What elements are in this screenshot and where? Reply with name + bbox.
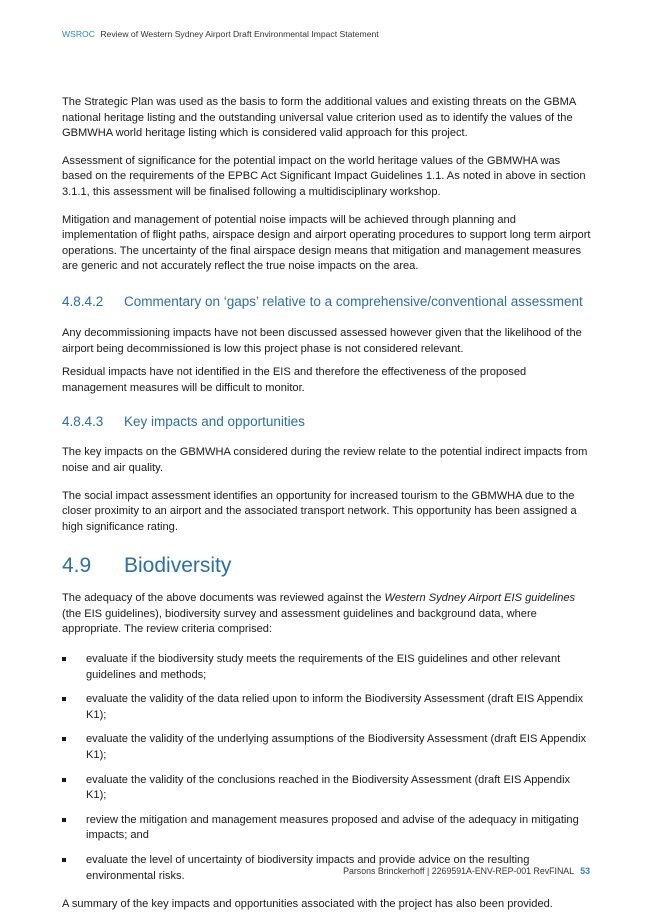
review-criteria-list [62,652,592,884]
list-item [62,692,592,723]
heading-4842-title: Commentary on ‘gaps’ relative to a comprehensive/conventional assessment [124,293,583,309]
heading-4843-title: Key impacts and opportunities [124,414,305,430]
intro-paragraph-2: Assessment of significance for the potential impact on the world heritage values of the GBMWHA was based on the requirements of the EPBC Act Significant Impact Guidelines 1.1. As noted in above in section 3.1.1, this assessment will be finalised following a multidisciplinary workshop. [62,154,586,198]
list-item-text: evaluate the validity of the conclusions reached in the Biodiversity Assessment (draft EIS Appendix K1); [86,773,571,802]
page-footer [343,866,590,876]
section-4842-paragraph-1: Any decommissioning impacts have not been discussed assessed however given that the likelihood of the airport being decommissioned is low this project phase is not considered relevant. [62,326,582,355]
heading-4843 [62,413,592,431]
intro-paragraph-1: The Strategic Plan was used as the basis to form the additional values and existing threats on the GBMA national heritage listing and the outstanding universal value criterion used as to identify the values of the GBMWHA world heritage listing which is considered valid approach for this project. [62,96,576,140]
document-body [62,95,592,913]
header-title: Review of Western Sydney Airport Draft Environmental Impact Statement [100,29,379,39]
heading-4842-number: 4.8.4.2 [62,293,104,309]
heading-4843-number: 4.8.4.3 [62,414,104,430]
list-item [62,813,592,844]
list-item [62,773,592,804]
section-4842-paragraph-2: Residual impacts have not identified in the EIS and therefore the effectiveness of the proposed management measures will be difficult to monitor. [62,366,527,394]
list-item-text: evaluate the validity of the underlying assumptions of the Biodiversity Assessment (draft EIS Appendix K1); [86,733,587,762]
footer-reference: Parsons Brinckerhoff | 2269591A-ENV-REP-001 RevFINAL [343,866,574,876]
header-org: WSROC [62,29,95,39]
heading-49 [62,553,592,579]
page-number: 53 [580,866,590,876]
list-item [62,652,592,683]
list-item-text: review the mitigation and management measures proposed and advise of the adequacy in mitigating impacts; and [86,813,579,842]
bullet-icon [62,657,66,661]
list-item [62,732,592,763]
intro-paragraph-3: Mitigation and management of potential noise impacts will be achieved through planning and implementation of flight paths, airspace design and airport operating procedures to support long term airport operations. The uncertainty of the final airspace design means that mitigation and management measures are generic and not accurately reflect the true noise impacts on the area. [62,213,591,273]
bullet-icon [62,858,66,862]
heading-49-title: Biodiversity [124,554,232,578]
biodiversity-intro-after: (the EIS guidelines), biodiversity survey and assessment guidelines and background data, where appropriate. The review criteria comprised: [62,607,537,636]
biodiversity-intro-paragraph [62,591,592,638]
section-4843-paragraph-2: The social impact assessment identifies an opportunity for increased tourism to the GBMWHA due to the closer proximity to an airport and the associated transport network. This opportunity has been assigned a high significance rating. [62,489,577,533]
bullet-icon [62,737,66,741]
list-item-text: evaluate if the biodiversity study meets the requirements of the EIS guidelines and other relevant guidelines and methods; [86,653,561,681]
eis-guidelines-title: Western Sydney Airport EIS guidelines [384,592,576,605]
summary-paragraph: A summary of the key impacts and opportunities associated with the project has also been provided. [62,898,553,911]
page-header [62,29,379,39]
list-item-text: evaluate the validity of the data relied upon to inform the Biodiversity Assessment (draft EIS Appendix K1); [86,693,584,721]
bullet-icon [62,697,66,701]
list-item-text: evaluate the level of uncertainty of biodiversity impacts and provide advice on the resulting environmental risks. [86,854,530,882]
bullet-icon [62,778,66,782]
section-4843-paragraph-1: The key impacts on the GBMWHA considered during the review relate to the potential indirect impacts from noise and air quality. [62,446,588,474]
biodiversity-intro-before: The adequacy of the above documents was reviewed against the [62,592,385,605]
heading-4842 [62,293,592,311]
bullet-icon [62,818,66,822]
heading-49-number: 4.9 [62,554,92,578]
